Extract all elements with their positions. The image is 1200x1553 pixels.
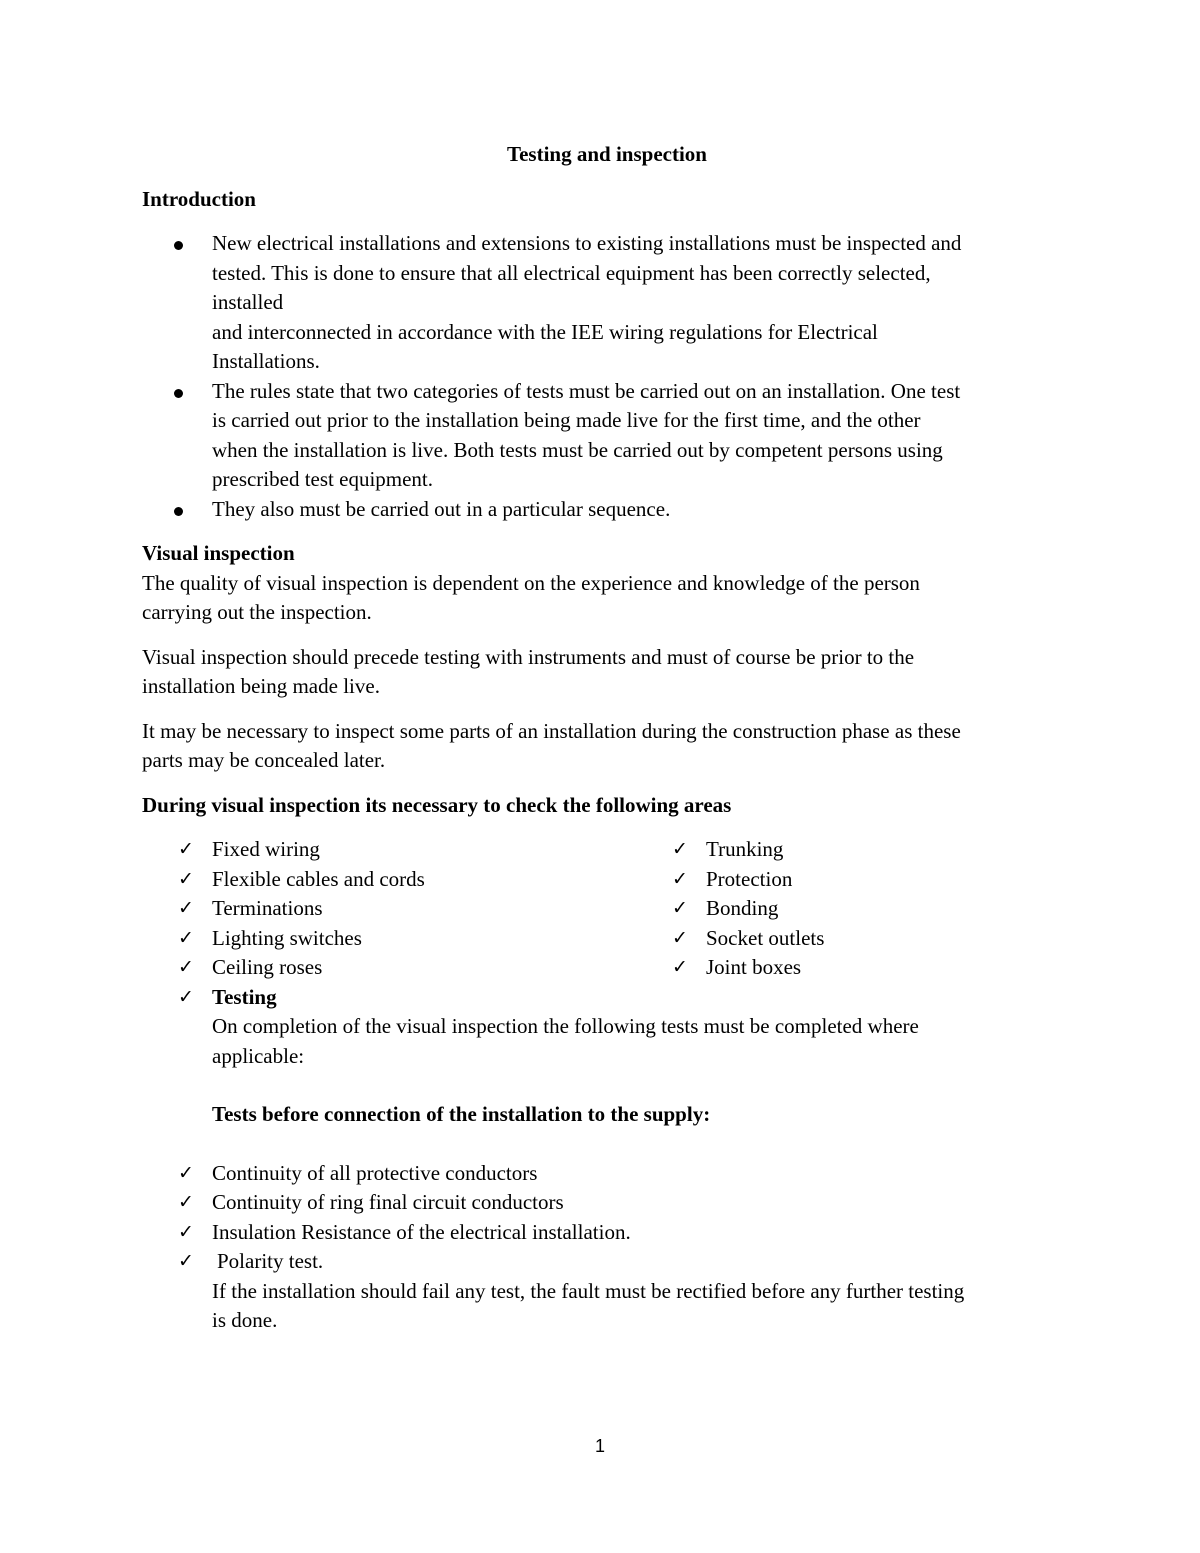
text-line: The rules state that two categories of tests must be carried out on an installation. One test xyxy=(212,378,961,403)
check-item-label: Terminations xyxy=(212,896,323,920)
check-item-label: Ceiling roses xyxy=(212,955,323,979)
check-item xyxy=(142,894,636,924)
text-line: when the installation is live. Both tests must be carried out by competent persons using xyxy=(212,437,943,462)
check-item xyxy=(142,865,636,895)
check-column-left xyxy=(142,835,636,983)
visual-paragraph-1 xyxy=(142,569,1072,628)
check-item-label: Bonding xyxy=(706,896,779,920)
tests-before-connection-heading: Tests before connection of the installation to the supply: xyxy=(212,1102,711,1126)
text-line: applicable: xyxy=(212,1043,305,1068)
check-column-right xyxy=(636,835,1072,983)
test-item xyxy=(142,1159,1072,1189)
check-item xyxy=(142,953,636,983)
check-icon: ✓ xyxy=(672,926,688,949)
text-line: prescribed test equipment. xyxy=(212,467,434,491)
text-line: It may be necessary to inspect some parts of an installation during the construction phase as these xyxy=(142,718,961,743)
check-item-label: Fixed wiring xyxy=(212,837,320,861)
text-line: installed xyxy=(212,290,284,314)
test-item xyxy=(142,1247,1072,1336)
check-item-label: Protection xyxy=(706,866,793,891)
check-item xyxy=(636,894,1072,924)
page-number: 1 xyxy=(594,1436,605,1456)
check-item-label: Socket outlets xyxy=(706,925,825,950)
check-icon: ✓ xyxy=(178,838,194,860)
check-icon: ✓ xyxy=(178,867,194,890)
check-icon: ✓ xyxy=(178,1161,194,1184)
text-line: is done. xyxy=(212,1308,278,1332)
test-item-label: Continuity of ring final circuit conductors xyxy=(212,1190,564,1214)
text-line: and interconnected in accordance with the IEE wiring regulations for Electrical xyxy=(212,319,878,344)
text-line: is carried out prior to the installation being made live for the first time, and the other xyxy=(212,408,921,432)
text-line: If the installation should fail any test, the fault must be rectified before any further testing xyxy=(212,1278,965,1303)
document-title: Testing and inspection xyxy=(507,142,707,166)
bullet-dot-icon xyxy=(174,241,183,250)
check-item-label: Joint boxes xyxy=(706,955,802,979)
bullet-dot-icon xyxy=(174,389,183,398)
check-item xyxy=(636,924,1072,954)
check-icon: ✓ xyxy=(672,956,688,978)
check-item xyxy=(636,865,1072,895)
test-item xyxy=(142,1188,1072,1218)
check-item xyxy=(636,835,1072,865)
text-line: parts may be concealed later. xyxy=(142,748,386,772)
check-icon: ✓ xyxy=(178,1220,194,1243)
check-icon: ✓ xyxy=(672,867,688,890)
check-item-label: Trunking xyxy=(706,837,784,861)
testing-heading: Testing xyxy=(212,984,277,1009)
text-line: On completion of the visual inspection the following tests must be completed where xyxy=(212,1014,919,1038)
check-areas-list xyxy=(142,835,1072,983)
tests-list xyxy=(142,1159,1072,1336)
test-item-label: Polarity test. xyxy=(217,1249,324,1273)
intro-bullet-2 xyxy=(142,377,1072,495)
visual-paragraph-2 xyxy=(142,643,1072,702)
check-item xyxy=(636,953,1072,983)
text-line: Installations. xyxy=(212,349,320,373)
testing-section xyxy=(142,983,1072,1130)
bullet-dot-icon xyxy=(174,507,183,516)
visual-paragraph-3 xyxy=(142,717,1072,776)
check-item-label: Lighting switches xyxy=(212,925,362,950)
check-icon: ✓ xyxy=(178,956,194,978)
introduction-bullets xyxy=(142,229,1072,524)
introduction-heading: Introduction xyxy=(142,186,256,211)
visual-inspection-heading: Visual inspection xyxy=(142,541,295,565)
text-line: tested. This is done to ensure that all electrical equipment has been correctly selected, xyxy=(212,260,931,285)
check-icon: ✓ xyxy=(672,897,688,919)
check-item-label: Flexible cables and cords xyxy=(212,866,425,891)
test-item-label: Insulation Resistance of the electrical installation. xyxy=(212,1219,631,1244)
intro-bullet-1 xyxy=(142,229,1072,377)
check-item xyxy=(142,924,636,954)
text-line: The quality of visual inspection is dependent on the experience and knowledge of the person xyxy=(142,570,920,595)
text-line: Visual inspection should precede testing with instruments and must of course be prior to the xyxy=(142,644,915,669)
check-icon: ✓ xyxy=(178,897,194,919)
check-areas-heading: During visual inspection its necessary to check the following areas xyxy=(142,792,732,817)
check-item xyxy=(142,835,636,865)
check-icon: ✓ xyxy=(178,926,194,949)
text-line: carrying out the inspection. xyxy=(142,600,372,624)
check-icon: ✓ xyxy=(178,1191,194,1213)
document-content xyxy=(142,140,1072,1336)
text-line: They also must be carried out in a particular sequence. xyxy=(212,496,671,521)
check-icon: ✓ xyxy=(178,1250,194,1272)
intro-bullet-3 xyxy=(142,495,1072,525)
test-item-label: Continuity of all protective conductors xyxy=(212,1160,538,1185)
test-item xyxy=(142,1218,1072,1248)
check-icon: ✓ xyxy=(672,838,688,860)
check-icon: ✓ xyxy=(178,985,194,1008)
text-line: installation being made live. xyxy=(142,674,380,698)
text-line: New electrical installations and extensions to existing installations must be inspected and xyxy=(212,231,962,255)
